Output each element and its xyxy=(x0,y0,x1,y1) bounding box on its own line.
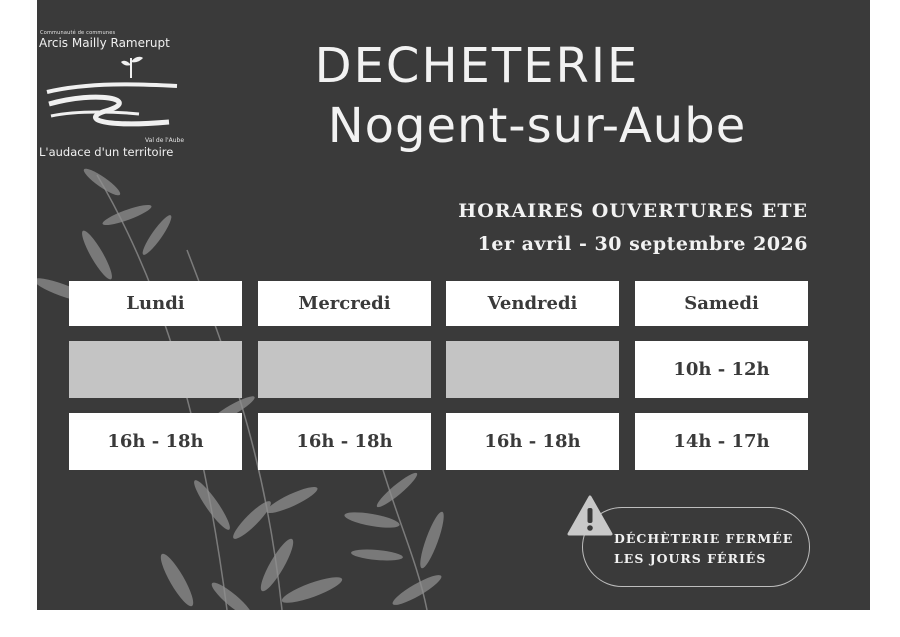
holiday-notice-box xyxy=(582,507,810,587)
page-title: DECHETERIE xyxy=(314,38,640,94)
day-header-lundi: Lundi xyxy=(69,281,242,326)
afternoon-slot-lundi: 16h - 18h xyxy=(69,413,242,470)
day-header-mercredi: Mercredi xyxy=(258,281,431,326)
afternoon-slot-mercredi: 16h - 18h xyxy=(258,413,431,470)
morning-slot-mercredi xyxy=(258,341,431,398)
page-subtitle: Nogent-sur-Aube xyxy=(327,98,747,154)
morning-slot-vendredi xyxy=(446,341,619,398)
day-header-samedi: Samedi xyxy=(635,281,808,326)
afternoon-slot-samedi: 14h - 17h xyxy=(635,413,808,470)
morning-slot-lundi xyxy=(69,341,242,398)
hours-dates: 1er avril - 30 septembre 2026 xyxy=(477,233,808,255)
holiday-notice-line1: DÉCHÈTERIE FERMÉE xyxy=(614,531,794,546)
afternoon-slot-vendredi: 16h - 18h xyxy=(446,413,619,470)
logo-sub-text: Val de l'Aube xyxy=(145,137,185,144)
hours-heading: HORAIRES OUVERTURES ETE xyxy=(458,200,808,222)
holiday-notice-line2: LES JOURS FÉRIÉS xyxy=(614,551,767,566)
logo-small-text: Communauté de communes xyxy=(40,30,116,36)
morning-slot-samedi: 10h - 12h xyxy=(635,341,808,398)
day-header-vendredi: Vendredi xyxy=(446,281,619,326)
warning-triangle-icon xyxy=(566,494,614,538)
logo-tagline: L'audace d'un territoire xyxy=(39,145,174,159)
logo-mark-icon xyxy=(39,52,184,136)
poster xyxy=(37,0,870,610)
logo-name: Arcis Mailly Ramerupt xyxy=(39,36,170,50)
